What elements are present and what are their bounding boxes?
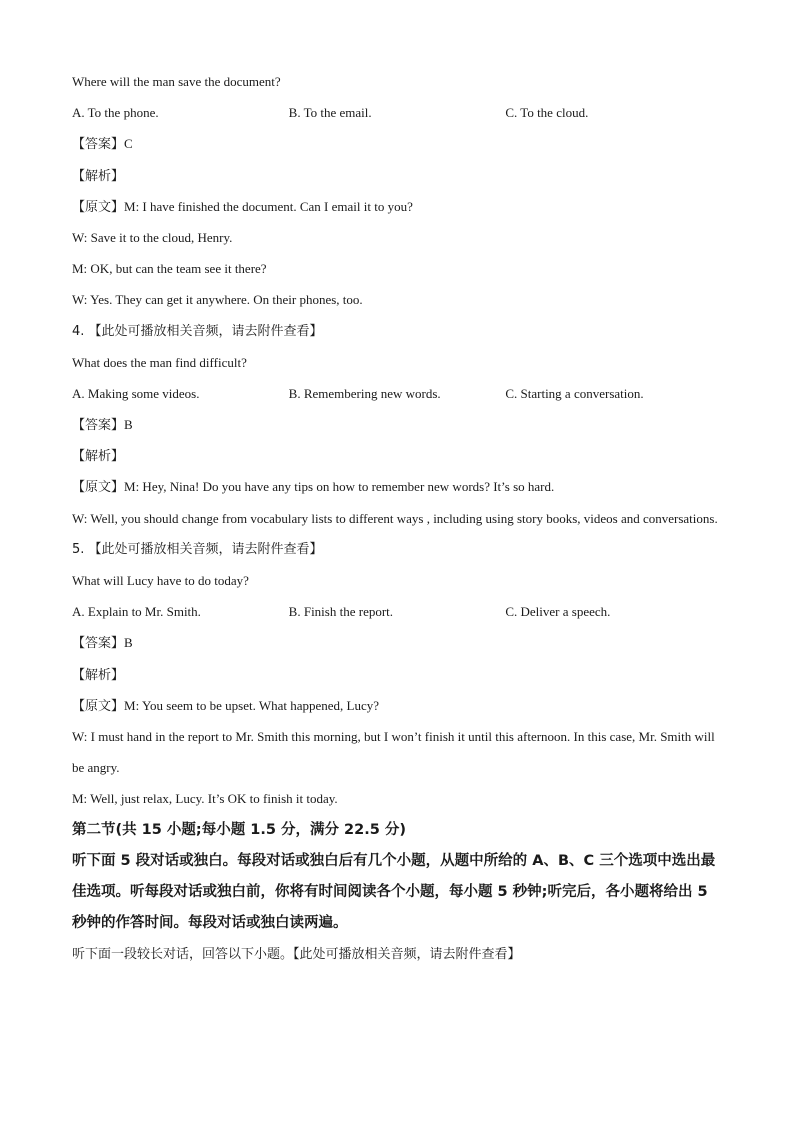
- q4-transcript-1: [72, 471, 722, 502]
- q3-option-a: A. To the phone.: [72, 105, 159, 121]
- document-page: [72, 66, 722, 971]
- answer-value: B: [124, 417, 133, 433]
- transcript-label: 【原文】: [72, 480, 125, 496]
- q5-transcript-1: [72, 690, 722, 721]
- analysis-label: 【解析】: [72, 449, 125, 465]
- q5-analysis: [72, 659, 722, 690]
- section2-title: 第二节(共 15 小题;每小题 1.5 分，满分 22.5 分): [72, 821, 406, 838]
- analysis-label: 【解析】: [72, 667, 125, 683]
- q5-option-b: B. Finish the report.: [288, 604, 394, 620]
- q3-question: Where will the man save the document?: [72, 74, 281, 89]
- answer-value: C: [124, 136, 133, 152]
- q3-transcript-3: M: OK, but can the team see it there?: [72, 261, 267, 277]
- answer-label: 【答案】: [72, 137, 125, 153]
- q5-option-a: A. Explain to Mr. Smith.: [72, 604, 201, 620]
- q3-analysis: [72, 160, 722, 191]
- transcript-text: M: Hey, Nina! Do you have any tips on how to remember new words? It’s so hard.: [124, 479, 555, 495]
- q4-option-a: A. Making some videos.: [72, 385, 200, 401]
- q4-header: 4. 【此处可播放相关音频，请去附件查看】: [72, 323, 323, 339]
- transcript-text: M: You seem to be upset. What happened, Lucy?: [124, 697, 380, 713]
- section2-instructions: 听下面 5 段对话或独白。每段对话或独白后有几个小题，从题中所给的 A、B、C 三个选项中选出最佳选项。听每段对话或独白前，你将有时间阅读各个小题，每小题 5 秒钟;听完后，各小题将给出 5 秒钟的作答时间。每段对话或独白读两遍。: [72, 852, 716, 932]
- section2-prompt: 听下面一段较长对话，回答以下小题。【此处可播放相关音频，请去附件查看】: [72, 947, 521, 963]
- q4-option-c: C. Starting a conversation.: [505, 385, 644, 401]
- transcript-text: M: I have finished the document. Can I email it to you?: [124, 198, 413, 214]
- q4-analysis: [72, 440, 722, 471]
- transcript-label: 【原文】: [72, 698, 125, 714]
- q5-transcript-3: M: Well, just relax, Lucy. It’s OK to finish it today.: [72, 791, 338, 807]
- answer-label: 【答案】: [72, 418, 125, 434]
- q5-answer: [72, 627, 722, 658]
- q5-question: What will Lucy have to do today?: [72, 573, 249, 589]
- answer-label: 【答案】: [72, 636, 125, 652]
- q4-question: What does the man find difficult?: [72, 354, 247, 370]
- q5-option-c: C. Deliver a speech.: [505, 604, 611, 620]
- transcript-label: 【原文】: [72, 199, 125, 215]
- q4-answer: [72, 409, 722, 440]
- q3-option-c: C. To the cloud.: [505, 105, 589, 121]
- analysis-label: 【解析】: [72, 168, 125, 184]
- q5-options: [72, 596, 722, 627]
- q5-transcript-2: W: I must hand in the report to Mr. Smith this morning, but I won’t finish it until this afternoon. In this case, Mr. Smith will be angry.: [72, 728, 715, 776]
- q3-transcript-2: W: Save it to the cloud, Henry.: [72, 229, 233, 245]
- q4-option-b: B. Remembering new words.: [288, 385, 441, 401]
- q3-transcript-1: [72, 191, 722, 222]
- q3-options: [72, 97, 722, 128]
- q3-option-b: B. To the email.: [288, 105, 372, 121]
- q4-options: [72, 378, 722, 409]
- q4-transcript-2: W: Well, you should change from vocabulary lists to different ways , including using story books, videos and conversations.: [72, 510, 718, 526]
- q5-header: 5. 【此处可播放相关音频，请去附件查看】: [72, 541, 323, 557]
- answer-value: B: [124, 635, 133, 651]
- q3-answer: [72, 128, 722, 159]
- q3-transcript-4: W: Yes. They can get it anywhere. On their phones, too.: [72, 292, 363, 308]
